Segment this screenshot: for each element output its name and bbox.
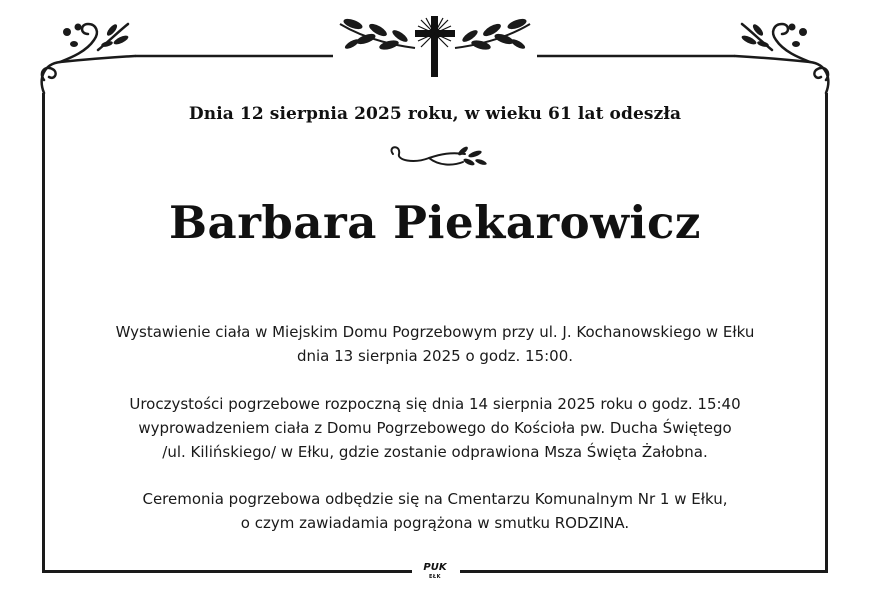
deceased-name: Barbara Piekarowicz — [169, 196, 701, 249]
laurel-branch-icon — [455, 17, 530, 52]
logo-sub-text: EŁK — [428, 574, 441, 580]
paragraph-line: o czym zawiadamia pogrążona w smutku RODZINA. — [240, 514, 630, 532]
paragraph-line: /ul. Kilińskiego/ w Ełku, gdzie zostanie odprawiona Msza Święta Żałobna. — [162, 443, 708, 461]
puk-logo — [414, 562, 456, 584]
paragraph-line: Ceremonia pogrzebowa odbędzie się na Cmentarzu Komunalnym Nr 1 w Ełku, — [142, 490, 728, 508]
viewing-paragraph — [40, 320, 830, 368]
paragraph-line: Wystawienie ciała w Miejskim Domu Pogrzebowym przy ul. J. Kochanowskiego w Ełku — [115, 323, 755, 341]
top-ornament — [0, 0, 870, 100]
ceremony-paragraph — [40, 392, 830, 464]
intro-text: Dnia 12 sierpnia 2025 roku, w wieku 61 lat odeszła — [188, 104, 682, 124]
frame-bottom-border-left — [42, 570, 412, 573]
cross-icon — [415, 16, 455, 77]
paragraph-line: dnia 13 sierpnia 2025 o godz. 15:00. — [296, 347, 574, 365]
swirl-ornament-icon — [735, 24, 828, 93]
swirl-ornament-icon — [391, 147, 465, 164]
laurel-branch-icon — [340, 17, 415, 52]
divider-ornament — [383, 142, 489, 172]
swirl-ornament-icon — [42, 24, 135, 93]
frame-bottom-border-right — [460, 570, 828, 573]
burial-paragraph — [40, 487, 830, 535]
paragraph-line: Uroczystości pogrzebowe rozpoczną się dnia 14 sierpnia 2025 roku o godz. 15:40 — [129, 395, 741, 413]
paragraph-line: wyprowadzeniem ciała z Domu Pogrzebowego do Kościoła pw. Ducha Świętego — [138, 419, 732, 437]
logo-main-text: PUK — [423, 562, 447, 573]
